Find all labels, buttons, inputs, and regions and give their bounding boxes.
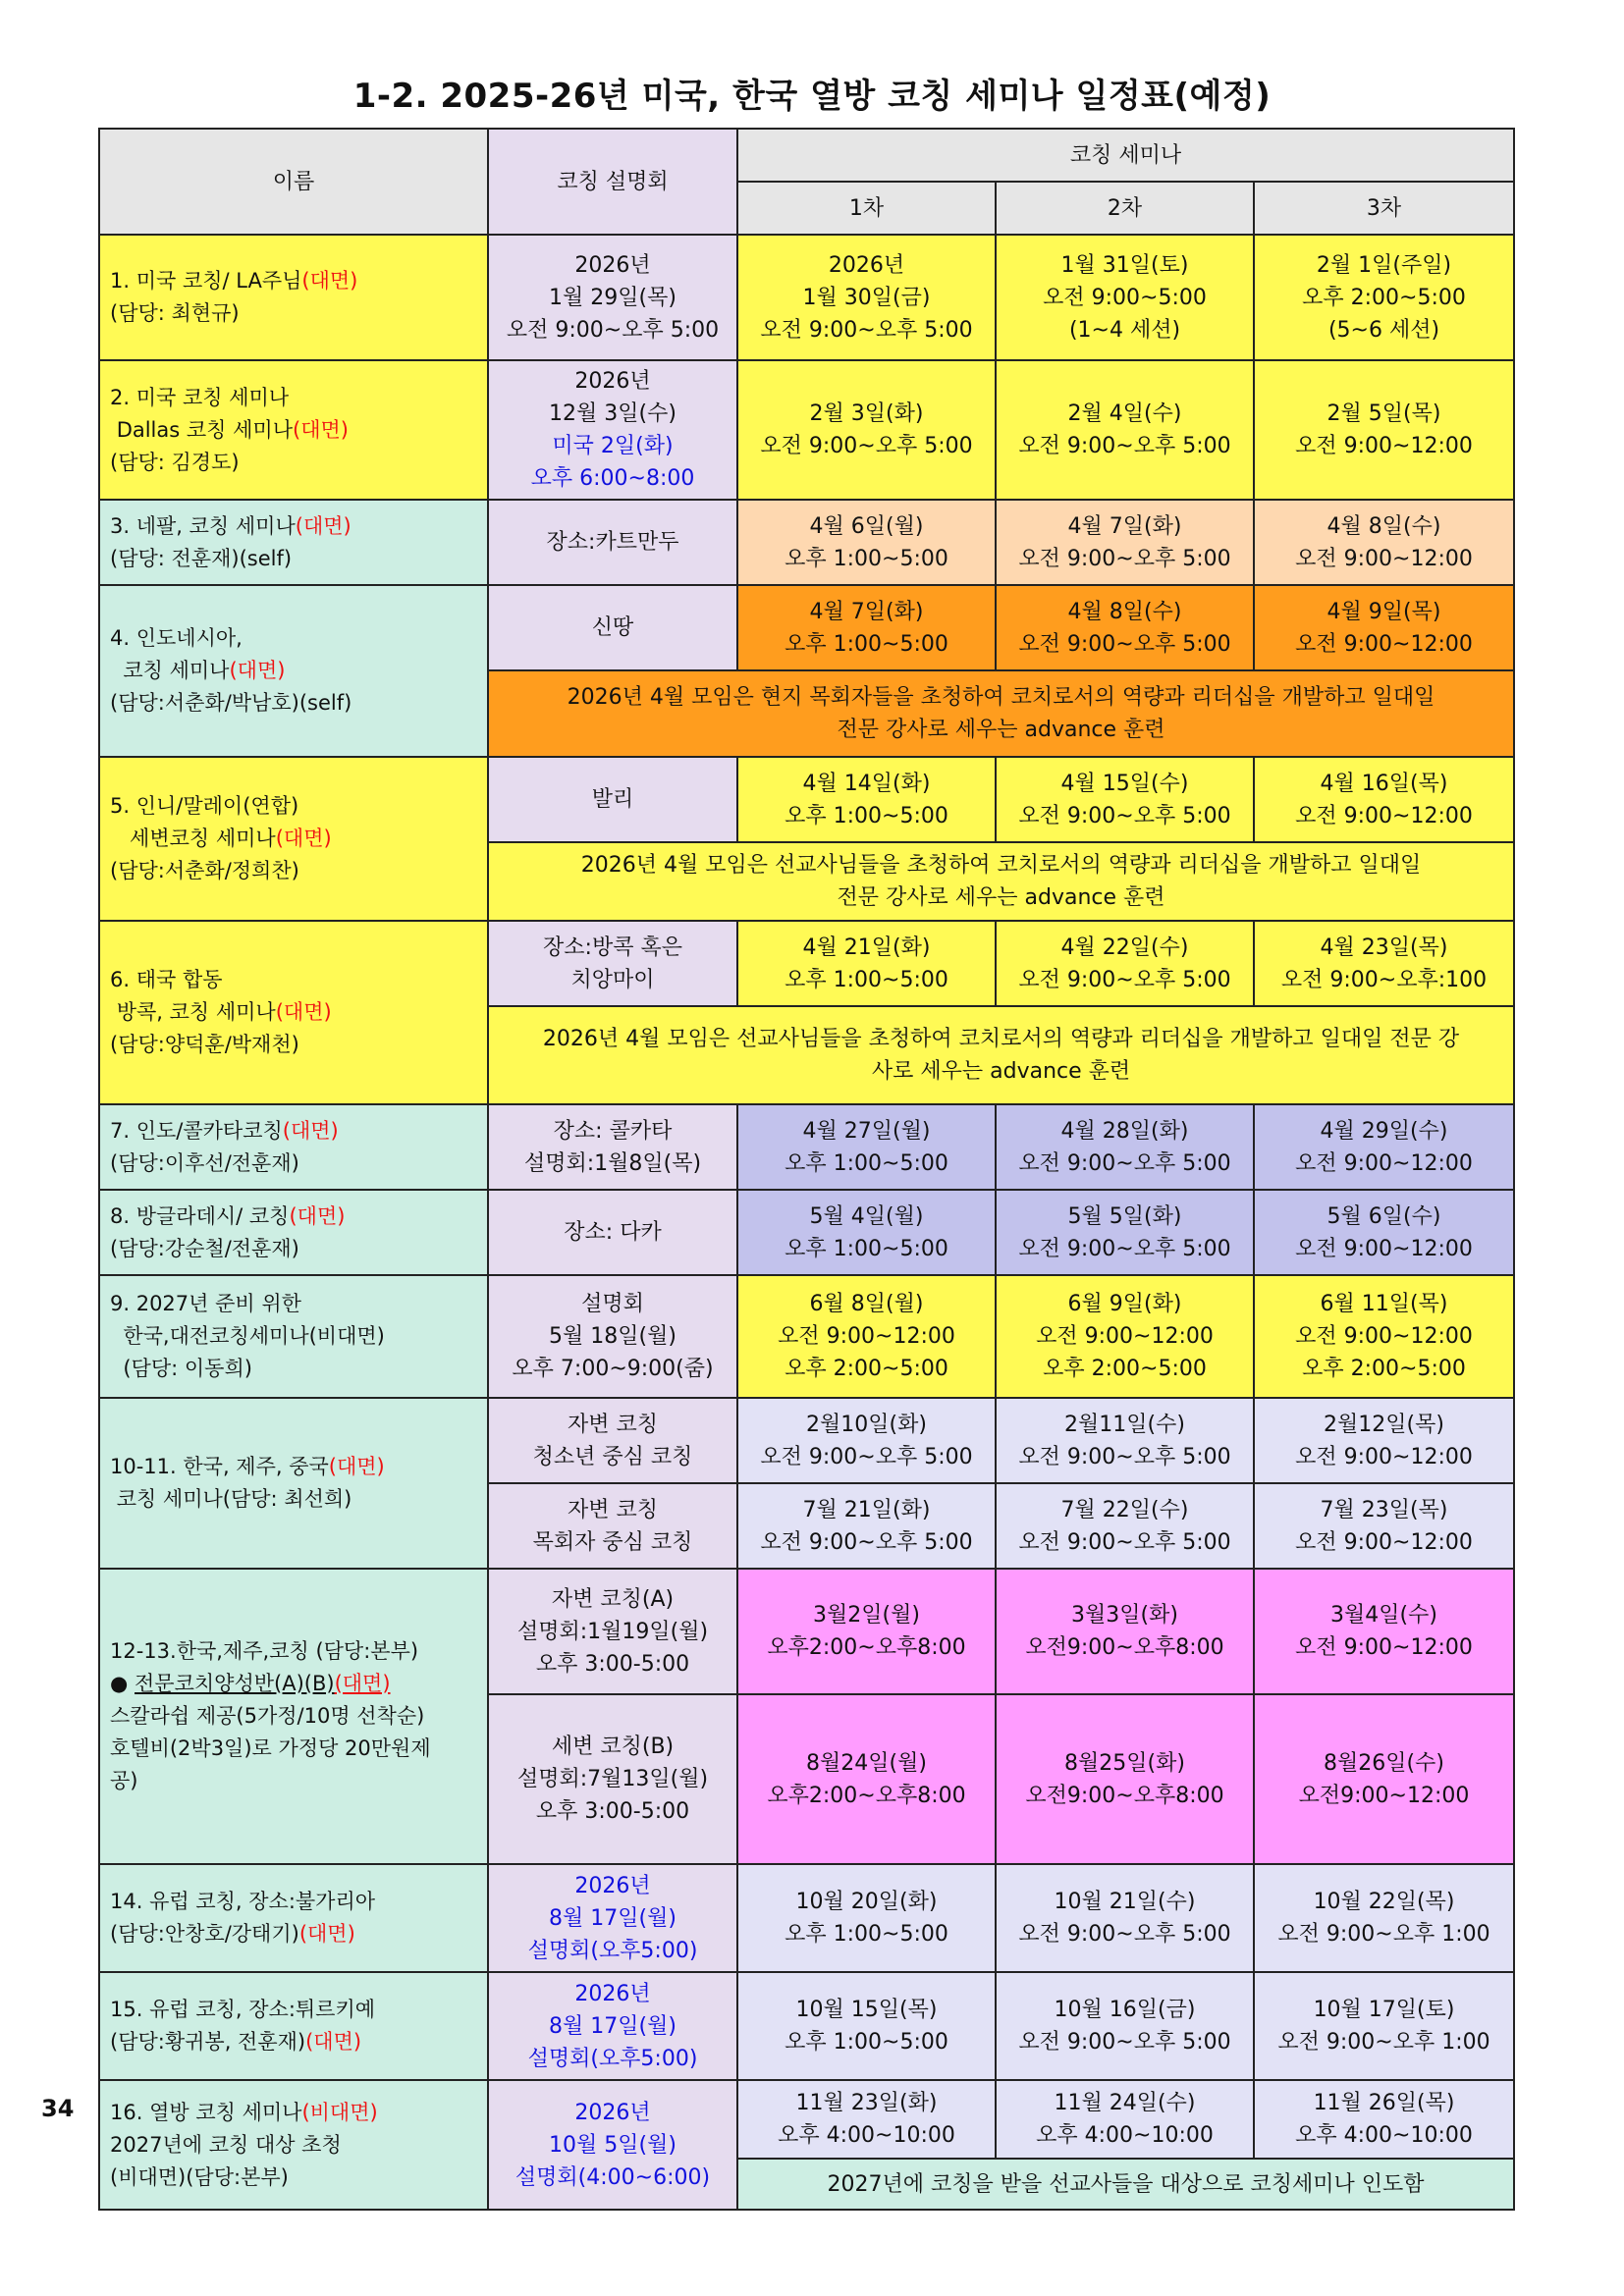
cell-line: 오전 9:00~12:00 bbox=[1295, 546, 1473, 571]
cell-line: 오후 3:00-5:00 bbox=[535, 1651, 690, 1677]
table-row bbox=[99, 585, 1514, 670]
name-line: 1. 미국 코칭/ LA주님 bbox=[110, 269, 302, 293]
manager-line: (담당: 최현규) bbox=[110, 301, 240, 325]
note-line: 전문 강사로 세우는 advance 훈련 bbox=[837, 885, 1165, 910]
row-name bbox=[99, 360, 488, 500]
cell-line: 오전 9:00~12:00 bbox=[1295, 1444, 1473, 1469]
cell-line: 오후 1:00~5:00 bbox=[785, 803, 948, 828]
cell-line: 4월 14일(화) bbox=[802, 771, 931, 796]
manager-line: (담당: 전훈재)(self) bbox=[110, 546, 293, 570]
cell-line: 자변 코칭(A) bbox=[551, 1586, 675, 1612]
table-row bbox=[99, 235, 1514, 360]
round-1-cell bbox=[737, 360, 996, 500]
table-row bbox=[99, 757, 1514, 842]
cell-line: 7월 23일(목) bbox=[1320, 1497, 1448, 1522]
in-person-tag: (대면) bbox=[229, 659, 286, 682]
info-session-cell bbox=[488, 1483, 737, 1569]
cell-line: 2월12일(목) bbox=[1324, 1412, 1444, 1437]
cell-line: 4월 29일(수) bbox=[1320, 1118, 1448, 1144]
round-1-cell bbox=[737, 1275, 996, 1398]
info-session-cell bbox=[488, 235, 737, 360]
table-row bbox=[99, 1104, 1514, 1190]
cell-line: 오후 1:00~5:00 bbox=[785, 967, 948, 992]
cell-line: 1월 29일(목) bbox=[549, 285, 677, 310]
name-line: 14. 유럽 코칭, 장소:불가리아 bbox=[110, 1890, 376, 1913]
cell-line: 오전 9:00~오후 5:00 bbox=[1018, 2030, 1231, 2055]
cell-line: 오전 9:00~12:00 bbox=[1295, 803, 1473, 828]
cell-line: 오후 2:00~5:00 bbox=[785, 1357, 948, 1381]
cell-line: 오후 2:00~5:00 bbox=[1043, 1357, 1207, 1381]
cell-line: 오후 7:00~9:00(줌) bbox=[512, 1357, 714, 1381]
info-session-cell bbox=[488, 1569, 737, 1694]
round-1-cell bbox=[737, 1190, 996, 1275]
round-2-cell bbox=[996, 1569, 1254, 1694]
cell-line: 오후 1:00~5:00 bbox=[785, 1922, 948, 1947]
round-2-cell bbox=[996, 921, 1254, 1006]
table-row bbox=[99, 1190, 1514, 1275]
cell-line: 설명회(4:00~6:00) bbox=[514, 2164, 711, 2190]
cell-line: 목회자 중심 코칭 bbox=[532, 1529, 693, 1555]
round-2-cell bbox=[996, 585, 1254, 670]
cell-line: 10월 15일(목) bbox=[795, 1998, 938, 2022]
name-line: 전문코치양성반(A)(B) bbox=[135, 1672, 335, 1695]
info-session-cell bbox=[488, 360, 737, 500]
cell-line: 오후 2:00~5:00 bbox=[1302, 1357, 1466, 1381]
note-line: 사로 세우는 advance 훈련 bbox=[871, 1059, 1131, 1084]
manager-line: (담당: 이동희) bbox=[123, 1357, 252, 1380]
header-seminar: 코칭 세미나 bbox=[737, 129, 1514, 182]
manager-line: (담당: 김경도) bbox=[110, 450, 240, 474]
cell-line: 11월 24일(수) bbox=[1054, 2091, 1196, 2115]
cell-line: 2026년 bbox=[574, 369, 651, 394]
cell-line: 4월 23일(목) bbox=[1320, 934, 1448, 960]
note-line: 2026년 4월 모임은 선교사님들을 초청하여 코치로서의 역량과 리더십을 개발하고 일대일 bbox=[580, 853, 1422, 878]
table-row bbox=[99, 500, 1514, 585]
cell-line: 2월10일(화) bbox=[806, 1412, 927, 1437]
manager-line: (담당:서춘화/정희찬) bbox=[110, 859, 299, 882]
cell-line: 오전 9:00~오후 5:00 bbox=[1018, 546, 1231, 571]
name-line: 16. 열방 코칭 세미나 bbox=[110, 2100, 302, 2124]
row-name bbox=[99, 1275, 488, 1398]
cell-line: 11월 26일(목) bbox=[1313, 2091, 1455, 2115]
info-session-cell: 장소:카트만두 bbox=[488, 500, 737, 585]
cell-line: 3월2일(월) bbox=[813, 1603, 920, 1628]
cell-line: 오후 3:00-5:00 bbox=[535, 1799, 690, 1824]
cell-line: 오후 6:00~8:00 bbox=[530, 466, 695, 491]
cell-line: 오전 9:00~12:00 bbox=[1295, 1529, 1473, 1555]
round-1-cell bbox=[737, 1483, 996, 1569]
round-2-cell bbox=[996, 360, 1254, 500]
note-cell bbox=[488, 670, 1514, 757]
cell-line: 청소년 중심 코칭 bbox=[532, 1444, 693, 1469]
cell-line: 4월 9일(목) bbox=[1326, 599, 1441, 624]
manager-line: (담당:이후선/전훈재) bbox=[110, 1150, 299, 1175]
cell-line: 4월 15일(수) bbox=[1060, 771, 1189, 796]
cell-line: 오전 9:00~12:00 bbox=[1036, 1324, 1214, 1349]
table-row bbox=[99, 1864, 1514, 1972]
cell-line: 오전 9:00~12:00 bbox=[1295, 1324, 1473, 1349]
info-session-cell bbox=[488, 1398, 737, 1483]
round-2-cell bbox=[996, 1104, 1254, 1190]
cell-line: 오전 9:00~오후 1:00 bbox=[1277, 1922, 1490, 1947]
cell-line: 미국 2일(화) bbox=[552, 434, 674, 458]
cell-line: 4월 27일(월) bbox=[802, 1118, 931, 1144]
cell-line: 오전 9:00~12:00 bbox=[1295, 631, 1473, 657]
name-line: 2027년에 코칭 대상 초청 bbox=[110, 2132, 342, 2157]
round-3-cell bbox=[1254, 1190, 1514, 1275]
name-line: 4. 인도네시아, bbox=[110, 626, 243, 650]
cell-line: 2월 5일(목) bbox=[1326, 401, 1441, 426]
cell-line: 5월 4일(월) bbox=[809, 1203, 924, 1229]
manager-line: (담당:안창호/강태기) bbox=[110, 1922, 299, 1946]
row-name bbox=[99, 1398, 488, 1569]
info-session-cell bbox=[488, 1275, 737, 1398]
page-number: 34 bbox=[41, 2095, 75, 2122]
manager-line: (담당:황귀봉, 전훈재) bbox=[110, 2030, 306, 2054]
cell-line: 설명회(오후5:00) bbox=[527, 2046, 698, 2071]
round-1-cell bbox=[737, 1972, 996, 2080]
round-3-cell bbox=[1254, 1569, 1514, 1694]
note-cell bbox=[488, 842, 1514, 921]
header-name: 이름 bbox=[99, 129, 488, 235]
round-1-cell bbox=[737, 1694, 996, 1864]
cell-line: 오후 4:00~10:00 bbox=[778, 2123, 955, 2148]
cell-line: 오전 9:00~오후 5:00 bbox=[1018, 1236, 1231, 1261]
round-3-cell bbox=[1254, 921, 1514, 1006]
cell-line: 오전 9:00~오후 5:00 bbox=[1018, 1150, 1231, 1176]
cell-line: 오전 9:00~오후:100 bbox=[1280, 967, 1488, 992]
cell-line: 10월 21일(수) bbox=[1054, 1890, 1196, 1914]
cell-line: 6월 9일(화) bbox=[1067, 1292, 1182, 1316]
round-3-cell bbox=[1254, 1864, 1514, 1972]
name-line: 5. 인니/말레이(연합) bbox=[110, 794, 299, 818]
cell-line: 오후 1:00~5:00 bbox=[785, 1236, 948, 1261]
name-line: 스칼라쉽 제공(5가정/10명 선착순) bbox=[110, 1704, 425, 1728]
cell-line: 7월 22일(수) bbox=[1060, 1497, 1189, 1522]
cell-line: 오전 9:00~12:00 bbox=[778, 1324, 955, 1349]
cell-line: 오후 4:00~10:00 bbox=[1295, 2123, 1473, 2148]
round-3-cell bbox=[1254, 1398, 1514, 1483]
cell-line: 2026년 bbox=[574, 1981, 651, 2006]
cell-line: 오전 9:00~12:00 bbox=[1295, 1150, 1473, 1176]
cell-line: 4월 22일(수) bbox=[1060, 934, 1189, 960]
cell-line: 세변 코칭(B) bbox=[551, 1735, 675, 1759]
cell-line: 오전 9:00~오후 5:00 bbox=[1018, 1529, 1231, 1555]
note-cell bbox=[488, 1006, 1514, 1104]
cell-line: 4월 28일(화) bbox=[1060, 1118, 1189, 1144]
round-3-cell bbox=[1254, 500, 1514, 585]
info-session-cell bbox=[488, 921, 737, 1006]
cell-line: 2월 1일(주일) bbox=[1316, 252, 1452, 278]
cell-line: 자변 코칭 bbox=[567, 1497, 658, 1522]
cell-line: 오전 9:00~오후 5:00 bbox=[1018, 434, 1231, 458]
row-name bbox=[99, 585, 488, 757]
cell-line: 5월 5일(화) bbox=[1067, 1203, 1182, 1229]
cell-line: 오전 9:00~오후 5:00 bbox=[1018, 1444, 1231, 1469]
round-1-cell bbox=[737, 1569, 996, 1694]
cell-line: 오전 9:00~오후 5:00 bbox=[1018, 1922, 1231, 1947]
cell-line: 2월 4일(수) bbox=[1067, 401, 1182, 426]
round-2-cell bbox=[996, 1694, 1254, 1864]
cell-line: 장소:방콕 혹은 bbox=[543, 934, 682, 960]
in-person-tag: (대면) bbox=[305, 2030, 362, 2054]
cell-line: 오전 9:00~오후 5:00 bbox=[1018, 631, 1231, 657]
row-name bbox=[99, 500, 488, 585]
header-round-3: 3차 bbox=[1254, 182, 1514, 235]
header-round-1: 1차 bbox=[737, 182, 996, 235]
table-row bbox=[99, 921, 1514, 1006]
name-line: 9. 2027년 준비 위한 bbox=[110, 1292, 301, 1315]
cell-line: 8월26일(수) bbox=[1324, 1750, 1444, 1776]
cell-line: 6월 11일(목) bbox=[1320, 1292, 1448, 1316]
table-row bbox=[99, 1398, 1514, 1483]
round-1-cell bbox=[737, 921, 996, 1006]
row-name bbox=[99, 1190, 488, 1275]
in-person-tag: (대면) bbox=[334, 1672, 391, 1695]
cell-line: 오후2:00~오후8:00 bbox=[767, 1635, 966, 1660]
in-person-tag: (대면) bbox=[275, 827, 332, 850]
row-name bbox=[99, 757, 488, 921]
round-2-cell bbox=[996, 235, 1254, 360]
round-1-cell bbox=[737, 585, 996, 670]
in-person-tag: (대면) bbox=[293, 417, 349, 442]
cell-line: 오전9:00~오후8:00 bbox=[1025, 1635, 1224, 1660]
name-line: 8. 방글라데시/ 코칭 bbox=[110, 1203, 290, 1228]
round-1-cell bbox=[737, 500, 996, 585]
cell-line: 설명회(오후5:00) bbox=[527, 1938, 698, 1963]
in-person-tag: (대면) bbox=[289, 1203, 346, 1228]
name-line: 세변코칭 세미나 bbox=[130, 827, 276, 850]
row-name bbox=[99, 1972, 488, 2080]
cell-line: 7월 21일(화) bbox=[802, 1497, 931, 1522]
info-session-cell bbox=[488, 1864, 737, 1972]
cell-line: (5~6 세션) bbox=[1327, 317, 1440, 343]
note-cell: 2027년에 코칭을 받을 선교사들을 대상으로 코칭세미나 인도함 bbox=[737, 2159, 1514, 2210]
cell-line: 2026년 bbox=[574, 2100, 651, 2125]
manager-line: (비대면)(담당:본부) bbox=[110, 2164, 289, 2189]
note-line: 2026년 4월 모임은 현지 목회자들을 초청하여 코치로서의 역량과 리더십을 개발하고 일대일 bbox=[567, 685, 1435, 710]
round-2-cell bbox=[996, 1275, 1254, 1398]
round-3-cell bbox=[1254, 757, 1514, 842]
table-row bbox=[99, 2080, 1514, 2159]
schedule-table bbox=[98, 128, 1515, 2211]
info-session-cell bbox=[488, 1694, 737, 1864]
cell-line: 오전 9:00~12:00 bbox=[1295, 434, 1473, 458]
round-1-cell bbox=[737, 1864, 996, 1972]
round-1-cell bbox=[737, 1104, 996, 1190]
cell-line: 장소: 콜카타 bbox=[553, 1118, 673, 1144]
cell-line: 4월 7일(화) bbox=[1067, 513, 1182, 539]
bullet-icon: ● bbox=[110, 1672, 129, 1695]
name-line: 2. 미국 코칭 세미나 bbox=[110, 385, 290, 409]
cell-line: 5월 6일(수) bbox=[1326, 1203, 1441, 1229]
cell-line: 오전 9:00~오후 5:00 bbox=[760, 317, 973, 343]
name-line: 3. 네팔, 코칭 세미나 bbox=[110, 513, 296, 538]
cell-line: 설명회 bbox=[581, 1292, 644, 1316]
row-name bbox=[99, 235, 488, 360]
table-row bbox=[99, 1569, 1514, 1694]
name-line: 호텔비(2박3일)로 가정당 20만원제 bbox=[110, 1736, 431, 1760]
cell-line: 오전 9:00~오후 5:00 bbox=[760, 1529, 973, 1555]
in-person-tag: (대면) bbox=[301, 269, 358, 293]
cell-line: 3월4일(수) bbox=[1330, 1603, 1437, 1628]
cell-line: 자변 코칭 bbox=[567, 1412, 658, 1437]
round-1-cell bbox=[737, 1398, 996, 1483]
cell-line: 10월 22일(목) bbox=[1313, 1890, 1455, 1914]
name-line: 10-11. 한국, 제주, 중국 bbox=[110, 1455, 329, 1478]
name-line: 12-13.한국,제주,코칭 (담당:본부) bbox=[110, 1639, 419, 1663]
name-line: 코칭 세미나(담당: 최선희) bbox=[116, 1487, 352, 1511]
round-3-cell bbox=[1254, 1694, 1514, 1864]
cell-line: 10월 20일(화) bbox=[795, 1890, 938, 1914]
round-3-cell bbox=[1254, 1972, 1514, 2080]
name-line: 6. 태국 합동 bbox=[110, 968, 223, 991]
cell-line: 12월 3일(수) bbox=[549, 401, 677, 426]
cell-line: 8월24일(월) bbox=[806, 1750, 927, 1776]
note-line: 전문 강사로 세우는 advance 훈련 bbox=[837, 718, 1165, 742]
cell-line: 치앙마이 bbox=[570, 967, 655, 992]
cell-line: 오전 9:00~오후 5:00 bbox=[760, 1444, 973, 1469]
cell-line: 8월25일(화) bbox=[1064, 1750, 1185, 1776]
cell-line: 2026년 bbox=[574, 252, 651, 278]
in-person-tag: (대면) bbox=[282, 1118, 339, 1143]
name-line: Dallas 코칭 세미나 bbox=[116, 417, 293, 442]
cell-line: 오전 9:00~5:00 bbox=[1043, 285, 1207, 310]
round-1-cell bbox=[737, 235, 996, 360]
in-person-tag: (대면) bbox=[275, 1000, 332, 1024]
cell-line: 오전 9:00~오후 5:00 bbox=[760, 434, 973, 458]
page-title: 1-2. 2025-26년 미국, 한국 열방 코칭 세미나 일정표(예정) bbox=[352, 77, 1272, 116]
cell-line: 4월 8일(수) bbox=[1067, 599, 1182, 624]
cell-line: 설명회:7월13일(월) bbox=[516, 1767, 709, 1791]
info-session-cell: 발리 bbox=[488, 757, 737, 842]
cell-line: 오후 2:00~5:00 bbox=[1302, 285, 1466, 310]
round-3-cell bbox=[1254, 1275, 1514, 1398]
table-row bbox=[99, 1972, 1514, 2080]
round-3-cell bbox=[1254, 1104, 1514, 1190]
cell-line: 2월11일(수) bbox=[1064, 1412, 1185, 1437]
name-line: 15. 유럽 코칭, 장소:튀르키예 bbox=[110, 1998, 376, 2021]
cell-line: 오전9:00~오후8:00 bbox=[1025, 1783, 1224, 1808]
name-line: 공) bbox=[110, 1769, 138, 1792]
cell-line: 11월 23일(화) bbox=[795, 2091, 938, 2115]
cell-line: 오후 4:00~10:00 bbox=[1036, 2123, 1214, 2148]
cell-line: 오전 9:00~오후 5:00 bbox=[1018, 967, 1231, 992]
cell-line: 4월 21일(화) bbox=[802, 934, 931, 960]
cell-line: 설명회:1월19일(월) bbox=[516, 1619, 709, 1644]
name-line: 7. 인도/콜카타코칭 bbox=[110, 1118, 283, 1143]
cell-line: 8월 17일(월) bbox=[549, 1905, 677, 1931]
cell-line: 10월 5일(월) bbox=[549, 2132, 677, 2158]
info-session-cell bbox=[488, 1104, 737, 1190]
info-session-cell bbox=[488, 1972, 737, 2080]
manager-line: (담당:강순철/전훈재) bbox=[110, 1236, 299, 1260]
cell-line: 4월 6일(월) bbox=[809, 513, 924, 539]
cell-line: 5월 18일(월) bbox=[549, 1324, 677, 1349]
name-line: 한국,대전코칭세미나(비대면) bbox=[123, 1324, 385, 1348]
info-session-cell bbox=[488, 2080, 737, 2210]
cell-line: 6월 8일(월) bbox=[809, 1292, 924, 1316]
cell-line: 오전 9:00~오후 5:00 bbox=[506, 317, 720, 343]
cell-line: (1~4 세션) bbox=[1068, 317, 1181, 343]
row-name bbox=[99, 1569, 488, 1864]
cell-line: 1월 31일(토) bbox=[1060, 252, 1189, 278]
round-3-cell bbox=[1254, 1483, 1514, 1569]
cell-line: 8월 17일(월) bbox=[549, 2013, 677, 2039]
row-name bbox=[99, 1104, 488, 1190]
cell-line: 오후 1:00~5:00 bbox=[785, 2030, 948, 2055]
cell-line: 오후 1:00~5:00 bbox=[785, 631, 948, 657]
round-2-cell bbox=[996, 1864, 1254, 1972]
cell-line: 오후 1:00~5:00 bbox=[785, 1150, 948, 1176]
round-3-cell bbox=[1254, 585, 1514, 670]
name-line: 코칭 세미나 bbox=[123, 659, 230, 682]
cell-line: 10월 17일(토) bbox=[1313, 1998, 1455, 2022]
cell-line: 오전 9:00~12:00 bbox=[1295, 1236, 1473, 1261]
cell-line: 설명회:1월8일(목) bbox=[523, 1150, 702, 1176]
round-2-cell bbox=[996, 1483, 1254, 1569]
table-row bbox=[99, 360, 1514, 500]
round-2-cell bbox=[996, 500, 1254, 585]
in-person-tag: (대면) bbox=[298, 1922, 355, 1946]
round-1-cell bbox=[737, 757, 996, 842]
round-2-cell bbox=[996, 1398, 1254, 1483]
note-line: 2026년 4월 모임은 선교사님들을 초청하여 코치로서의 역량과 리더십을 개발하고 일대일 전문 강 bbox=[542, 1027, 1460, 1051]
header-info-session: 코칭 설명회 bbox=[488, 129, 737, 235]
round-2-cell bbox=[996, 2080, 1254, 2159]
round-2-cell bbox=[996, 757, 1254, 842]
cell-line: 2월 3일(화) bbox=[809, 401, 924, 426]
row-name bbox=[99, 921, 488, 1104]
round-3-cell bbox=[1254, 2080, 1514, 2159]
cell-line: 오전 9:00~오후 1:00 bbox=[1277, 2030, 1490, 2055]
row-name bbox=[99, 2080, 488, 2210]
cell-line: 오후 1:00~5:00 bbox=[785, 546, 948, 571]
round-2-cell bbox=[996, 1190, 1254, 1275]
header-round-2: 2차 bbox=[996, 182, 1254, 235]
cell-line: 오후2:00~오후8:00 bbox=[767, 1783, 966, 1808]
cell-line: 4월 8일(수) bbox=[1326, 513, 1441, 539]
manager-line: (담당:서춘화/박남호)(self) bbox=[110, 691, 352, 715]
cell-line: 오전 9:00~오후 5:00 bbox=[1018, 803, 1231, 828]
cell-line: 2026년 bbox=[828, 252, 905, 278]
round-2-cell bbox=[996, 1972, 1254, 2080]
in-person-tag: (대면) bbox=[328, 1455, 385, 1478]
name-line: 방콕, 코칭 세미나 bbox=[116, 1000, 276, 1024]
cell-line: 오전9:00~12:00 bbox=[1298, 1783, 1470, 1808]
round-1-cell bbox=[737, 2080, 996, 2159]
table-row bbox=[99, 1275, 1514, 1398]
row-name bbox=[99, 1864, 488, 1972]
in-person-tag: (대면) bbox=[295, 513, 352, 538]
cell-line: 4월 16일(목) bbox=[1320, 771, 1448, 796]
cell-line: 3월3일(화) bbox=[1071, 1603, 1178, 1628]
cell-line: 1월 30일(금) bbox=[802, 285, 931, 310]
remote-tag: (비대면) bbox=[301, 2100, 378, 2124]
round-3-cell bbox=[1254, 235, 1514, 360]
cell-line: 10월 16일(금) bbox=[1054, 1998, 1196, 2022]
info-session-cell: 신땅 bbox=[488, 585, 737, 670]
manager-line: (담당:양덕훈/박재천) bbox=[110, 1033, 299, 1056]
round-3-cell bbox=[1254, 360, 1514, 500]
cell-line: 오전 9:00~12:00 bbox=[1295, 1635, 1473, 1660]
cell-line: 4월 7일(화) bbox=[809, 599, 924, 624]
cell-line: 2026년 bbox=[574, 1873, 651, 1898]
info-session-cell: 장소: 다카 bbox=[488, 1190, 737, 1275]
